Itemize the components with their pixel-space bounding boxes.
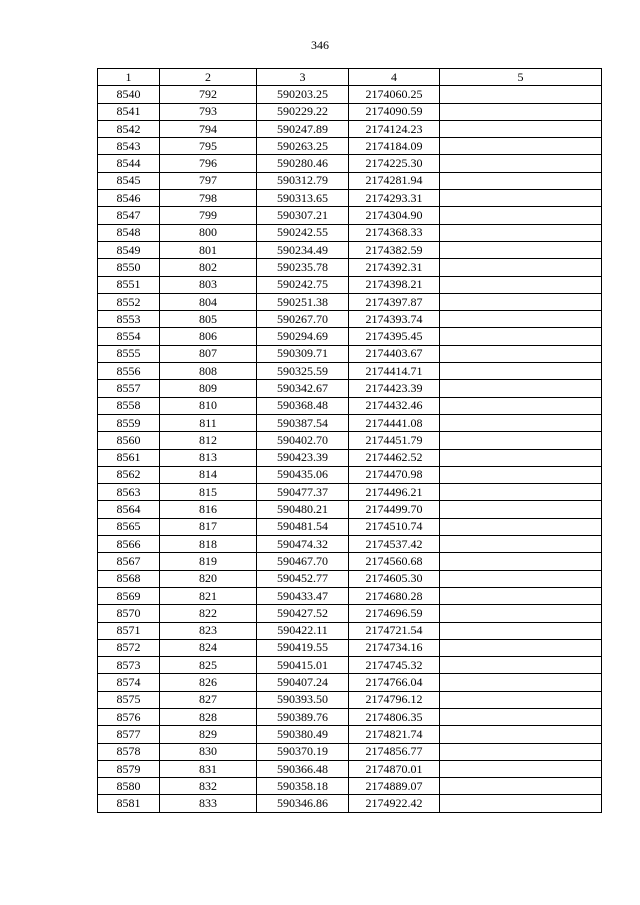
table-row [98, 397, 602, 414]
table-cell-col-1: 8576 [98, 708, 160, 725]
table-cell-col-2: 825 [160, 657, 257, 674]
table-cell-col-5 [440, 207, 602, 224]
table-cell-col-4: 2174382.59 [349, 241, 440, 258]
table-cell-col-5 [440, 224, 602, 241]
table-cell-col-2: 816 [160, 501, 257, 518]
table-cell-col-2: 802 [160, 259, 257, 276]
table-cell-col-2: 804 [160, 293, 257, 310]
table-cell-col-2: 809 [160, 380, 257, 397]
table-cell-col-2: 810 [160, 397, 257, 414]
table-cell-col-4: 2174499.70 [349, 501, 440, 518]
table-cell-col-2: 827 [160, 691, 257, 708]
table-cell-col-4: 2174922.42 [349, 795, 440, 812]
table-cell-col-4: 2174451.79 [349, 432, 440, 449]
table-cell-col-3: 590294.69 [257, 328, 349, 345]
table-cell-col-1: 8579 [98, 760, 160, 777]
table-cell-col-1: 8544 [98, 155, 160, 172]
table-cell-col-4: 2174090.59 [349, 103, 440, 120]
table-cell-col-3: 590203.25 [257, 86, 349, 103]
table-cell-col-4: 2174462.52 [349, 449, 440, 466]
table-cell-col-2: 794 [160, 120, 257, 137]
coordinates-table [97, 68, 602, 813]
table-cell-col-1: 8549 [98, 241, 160, 258]
table-cell-col-2: 801 [160, 241, 257, 258]
table-cell-col-4: 2174403.67 [349, 345, 440, 362]
table-cell-col-4: 2174510.74 [349, 518, 440, 535]
table-cell-col-2: 795 [160, 138, 257, 155]
table-row [98, 155, 602, 172]
table-cell-col-5 [440, 172, 602, 189]
table-row [98, 345, 602, 362]
table-cell-col-3: 590419.55 [257, 639, 349, 656]
table-cell-col-5 [440, 536, 602, 553]
table-cell-col-5 [440, 726, 602, 743]
table-cell-col-5 [440, 345, 602, 362]
table-cell-col-4: 2174496.21 [349, 484, 440, 501]
table-cell-col-2: 830 [160, 743, 257, 760]
table-cell-col-1: 8541 [98, 103, 160, 120]
table-cell-col-2: 812 [160, 432, 257, 449]
table-cell-col-1: 8571 [98, 622, 160, 639]
table-row [98, 293, 602, 310]
table-cell-col-4: 2174889.07 [349, 778, 440, 795]
table-cell-col-2: 813 [160, 449, 257, 466]
column-header-1: 1 [98, 69, 160, 86]
table-row [98, 553, 602, 570]
table-cell-col-1: 8565 [98, 518, 160, 535]
table-row [98, 622, 602, 639]
table-cell-col-4: 2174225.30 [349, 155, 440, 172]
table-cell-col-1: 8550 [98, 259, 160, 276]
table-cell-col-1: 8540 [98, 86, 160, 103]
table-cell-col-5 [440, 760, 602, 777]
table-cell-col-1: 8564 [98, 501, 160, 518]
table-row [98, 570, 602, 587]
table-cell-col-4: 2174806.35 [349, 708, 440, 725]
table-cell-col-5 [440, 138, 602, 155]
table-row [98, 605, 602, 622]
table-cell-col-5 [440, 622, 602, 639]
table-cell-col-2: 792 [160, 86, 257, 103]
table-cell-col-1: 8547 [98, 207, 160, 224]
table-cell-col-5 [440, 276, 602, 293]
table-cell-col-5 [440, 657, 602, 674]
table-row [98, 466, 602, 483]
table-cell-col-5 [440, 691, 602, 708]
table-cell-col-2: 818 [160, 536, 257, 553]
table-cell-col-5 [440, 553, 602, 570]
table-row [98, 518, 602, 535]
table-cell-col-4: 2174395.45 [349, 328, 440, 345]
table-cell-col-3: 590393.50 [257, 691, 349, 708]
table-cell-col-4: 2174392.31 [349, 259, 440, 276]
table-cell-col-5 [440, 432, 602, 449]
table-cell-col-4: 2174184.09 [349, 138, 440, 155]
table-cell-col-5 [440, 587, 602, 604]
table-cell-col-1: 8548 [98, 224, 160, 241]
table-cell-col-5 [440, 778, 602, 795]
table-cell-col-5 [440, 86, 602, 103]
table-cell-col-5 [440, 639, 602, 656]
table-cell-col-3: 590370.19 [257, 743, 349, 760]
table-cell-col-4: 2174721.54 [349, 622, 440, 639]
table-cell-col-3: 590280.46 [257, 155, 349, 172]
table-cell-col-3: 590422.11 [257, 622, 349, 639]
table-cell-col-3: 590435.06 [257, 466, 349, 483]
table-cell-col-2: 829 [160, 726, 257, 743]
table-cell-col-1: 8569 [98, 587, 160, 604]
table-cell-col-5 [440, 570, 602, 587]
table-cell-col-4: 2174398.21 [349, 276, 440, 293]
table-cell-col-3: 590474.32 [257, 536, 349, 553]
table-cell-col-5 [440, 397, 602, 414]
column-header-5: 5 [440, 69, 602, 86]
table-cell-col-3: 590342.67 [257, 380, 349, 397]
table-cell-col-2: 832 [160, 778, 257, 795]
table-cell-col-3: 590415.01 [257, 657, 349, 674]
column-header-2: 2 [160, 69, 257, 86]
table-cell-col-1: 8575 [98, 691, 160, 708]
table-row [98, 380, 602, 397]
table-cell-col-1: 8556 [98, 363, 160, 380]
table-cell-col-1: 8546 [98, 190, 160, 207]
table-cell-col-5 [440, 311, 602, 328]
column-header-3: 3 [257, 69, 349, 86]
table-row [98, 172, 602, 189]
table-cell-col-5 [440, 674, 602, 691]
table-cell-col-2: 811 [160, 414, 257, 431]
table-cell-col-2: 826 [160, 674, 257, 691]
table-cell-col-5 [440, 501, 602, 518]
table-cell-col-3: 590407.24 [257, 674, 349, 691]
table-cell-col-2: 793 [160, 103, 257, 120]
table-row [98, 276, 602, 293]
table-cell-col-4: 2174745.32 [349, 657, 440, 674]
table-cell-col-4: 2174680.28 [349, 587, 440, 604]
table-cell-col-1: 8559 [98, 414, 160, 431]
table-row [98, 190, 602, 207]
table-cell-col-2: 800 [160, 224, 257, 241]
table-row [98, 708, 602, 725]
table-cell-col-1: 8581 [98, 795, 160, 812]
table-cell-col-5 [440, 484, 602, 501]
table-cell-col-5 [440, 605, 602, 622]
table-cell-col-3: 590477.37 [257, 484, 349, 501]
table-row [98, 778, 602, 795]
table-cell-col-1: 8555 [98, 345, 160, 362]
table-cell-col-5 [440, 259, 602, 276]
table-cell-col-5 [440, 414, 602, 431]
table-cell-col-1: 8574 [98, 674, 160, 691]
table-cell-col-4: 2174470.98 [349, 466, 440, 483]
table-cell-col-2: 819 [160, 553, 257, 570]
table-cell-col-1: 8543 [98, 138, 160, 155]
table-row [98, 691, 602, 708]
table-cell-col-4: 2174293.31 [349, 190, 440, 207]
table-cell-col-3: 590389.76 [257, 708, 349, 725]
table-cell-col-1: 8558 [98, 397, 160, 414]
column-header-4: 4 [349, 69, 440, 86]
table-cell-col-3: 590481.54 [257, 518, 349, 535]
table-row [98, 414, 602, 431]
table-cell-col-1: 8578 [98, 743, 160, 760]
page-number: 346 [311, 38, 329, 52]
table-cell-col-3: 590368.48 [257, 397, 349, 414]
table-row [98, 207, 602, 224]
table-cell-col-5 [440, 518, 602, 535]
table-cell-col-5 [440, 363, 602, 380]
table-cell-col-4: 2174734.16 [349, 639, 440, 656]
table-cell-col-4: 2174124.23 [349, 120, 440, 137]
table-cell-col-2: 833 [160, 795, 257, 812]
table-row [98, 657, 602, 674]
table-cell-col-1: 8545 [98, 172, 160, 189]
table-cell-col-4: 2174441.08 [349, 414, 440, 431]
table-cell-col-3: 590402.70 [257, 432, 349, 449]
table-cell-col-3: 590263.25 [257, 138, 349, 155]
table-cell-col-5 [440, 241, 602, 258]
table-row [98, 241, 602, 258]
table-cell-col-1: 8553 [98, 311, 160, 328]
table-cell-col-4: 2174696.59 [349, 605, 440, 622]
table-cell-col-3: 590380.49 [257, 726, 349, 743]
table-cell-col-2: 817 [160, 518, 257, 535]
table-cell-col-3: 590427.52 [257, 605, 349, 622]
table-cell-col-1: 8572 [98, 639, 160, 656]
table-cell-col-1: 8566 [98, 536, 160, 553]
table-cell-col-5 [440, 380, 602, 397]
table-cell-col-4: 2174368.33 [349, 224, 440, 241]
table-cell-col-3: 590467.70 [257, 553, 349, 570]
table-cell-col-5 [440, 795, 602, 812]
table-cell-col-4: 2174605.30 [349, 570, 440, 587]
table-cell-col-1: 8557 [98, 380, 160, 397]
table-cell-col-1: 8551 [98, 276, 160, 293]
table-cell-col-2: 807 [160, 345, 257, 362]
table-row [98, 449, 602, 466]
table-row [98, 363, 602, 380]
table-cell-col-4: 2174856.77 [349, 743, 440, 760]
table-cell-col-1: 8570 [98, 605, 160, 622]
table-cell-col-2: 828 [160, 708, 257, 725]
table-cell-col-4: 2174393.74 [349, 311, 440, 328]
table-cell-col-5 [440, 120, 602, 137]
table-cell-col-4: 2174560.68 [349, 553, 440, 570]
table-row [98, 259, 602, 276]
table-cell-col-4: 2174414.71 [349, 363, 440, 380]
table-row [98, 103, 602, 120]
table-cell-col-4: 2174537.42 [349, 536, 440, 553]
table-cell-col-5 [440, 466, 602, 483]
table-cell-col-3: 590423.39 [257, 449, 349, 466]
table-cell-col-4: 2174870.01 [349, 760, 440, 777]
table-row [98, 311, 602, 328]
table-cell-col-2: 803 [160, 276, 257, 293]
table-cell-col-5 [440, 328, 602, 345]
table-cell-col-3: 590247.89 [257, 120, 349, 137]
table-cell-col-2: 796 [160, 155, 257, 172]
table-cell-col-2: 822 [160, 605, 257, 622]
table-header-row [98, 69, 602, 86]
table-cell-col-2: 815 [160, 484, 257, 501]
table-cell-col-4: 2174304.90 [349, 207, 440, 224]
table-cell-col-3: 590358.18 [257, 778, 349, 795]
table-cell-col-3: 590313.65 [257, 190, 349, 207]
table-cell-col-3: 590235.78 [257, 259, 349, 276]
table-row [98, 795, 602, 812]
table-cell-col-5 [440, 190, 602, 207]
table-cell-col-4: 2174423.39 [349, 380, 440, 397]
table-cell-col-2: 805 [160, 311, 257, 328]
table-cell-col-2: 831 [160, 760, 257, 777]
table-cell-col-2: 824 [160, 639, 257, 656]
table-row [98, 120, 602, 137]
table-cell-col-5 [440, 293, 602, 310]
table-cell-col-2: 814 [160, 466, 257, 483]
table-row [98, 224, 602, 241]
table-cell-col-1: 8563 [98, 484, 160, 501]
table-cell-col-1: 8561 [98, 449, 160, 466]
table-row [98, 726, 602, 743]
table-cell-col-1: 8568 [98, 570, 160, 587]
table-cell-col-1: 8573 [98, 657, 160, 674]
table-cell-col-3: 590242.75 [257, 276, 349, 293]
table-cell-col-1: 8567 [98, 553, 160, 570]
table-cell-col-5 [440, 449, 602, 466]
table-cell-col-3: 590366.48 [257, 760, 349, 777]
table-cell-col-3: 590309.71 [257, 345, 349, 362]
table-cell-col-4: 2174821.74 [349, 726, 440, 743]
table-cell-col-5 [440, 155, 602, 172]
table-cell-col-5 [440, 103, 602, 120]
table-cell-col-3: 590242.55 [257, 224, 349, 241]
table-row [98, 743, 602, 760]
table-cell-col-3: 590267.70 [257, 311, 349, 328]
table-cell-col-1: 8554 [98, 328, 160, 345]
table-row [98, 484, 602, 501]
table-cell-col-3: 590229.22 [257, 103, 349, 120]
table-cell-col-1: 8580 [98, 778, 160, 795]
table-row [98, 432, 602, 449]
table-cell-col-2: 808 [160, 363, 257, 380]
table-cell-col-3: 590387.54 [257, 414, 349, 431]
table-cell-col-2: 821 [160, 587, 257, 604]
table-cell-col-4: 2174432.46 [349, 397, 440, 414]
table-row [98, 587, 602, 604]
table-cell-col-3: 590433.47 [257, 587, 349, 604]
table-row [98, 138, 602, 155]
table-cell-col-1: 8552 [98, 293, 160, 310]
table-cell-col-1: 8562 [98, 466, 160, 483]
table-cell-col-2: 797 [160, 172, 257, 189]
table-cell-col-1: 8577 [98, 726, 160, 743]
table-cell-col-3: 590325.59 [257, 363, 349, 380]
table-cell-col-2: 799 [160, 207, 257, 224]
table-cell-col-4: 2174281.94 [349, 172, 440, 189]
table-row [98, 328, 602, 345]
table-row [98, 760, 602, 777]
table-cell-col-2: 823 [160, 622, 257, 639]
table-cell-col-3: 590234.49 [257, 241, 349, 258]
table-cell-col-5 [440, 708, 602, 725]
table-row [98, 86, 602, 103]
table-cell-col-3: 590251.38 [257, 293, 349, 310]
table-cell-col-1: 8542 [98, 120, 160, 137]
table-row [98, 536, 602, 553]
table-row [98, 639, 602, 656]
table-cell-col-4: 2174397.87 [349, 293, 440, 310]
table-cell-col-4: 2174766.04 [349, 674, 440, 691]
table-cell-col-5 [440, 743, 602, 760]
table-cell-col-4: 2174060.25 [349, 86, 440, 103]
table-cell-col-1: 8560 [98, 432, 160, 449]
table-cell-col-2: 806 [160, 328, 257, 345]
table-cell-col-3: 590312.79 [257, 172, 349, 189]
table-cell-col-3: 590346.86 [257, 795, 349, 812]
table-cell-col-3: 590452.77 [257, 570, 349, 587]
table-cell-col-3: 590307.21 [257, 207, 349, 224]
table-row [98, 501, 602, 518]
table-body [98, 86, 602, 812]
table-cell-col-4: 2174796.12 [349, 691, 440, 708]
table-cell-col-3: 590480.21 [257, 501, 349, 518]
table-row [98, 674, 602, 691]
table-cell-col-2: 798 [160, 190, 257, 207]
table-cell-col-2: 820 [160, 570, 257, 587]
